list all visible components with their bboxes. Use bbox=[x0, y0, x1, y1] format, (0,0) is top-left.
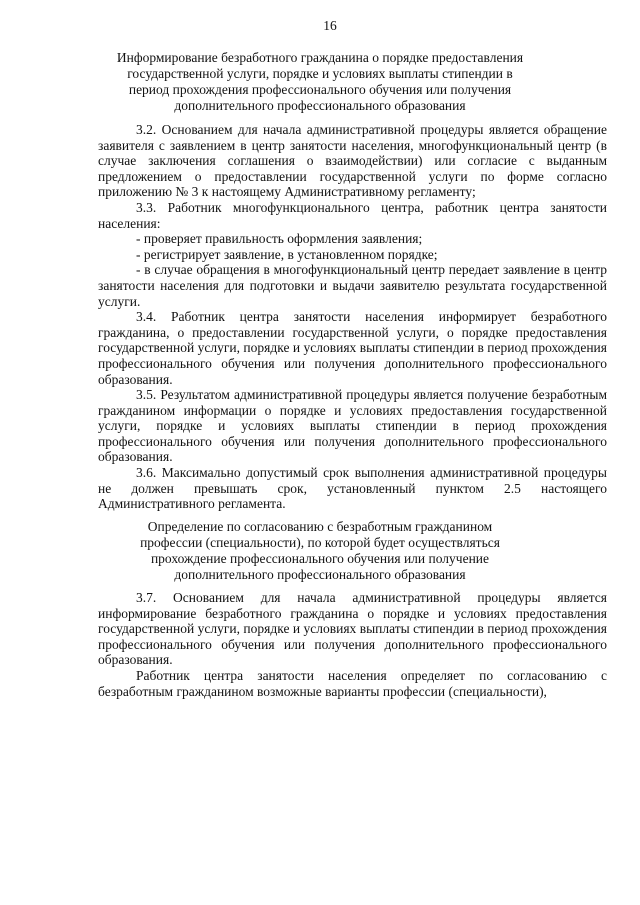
paragraph-3-6: 3.6. Максимально допустимый срок выполнения административной процедуры не должен превышать срок, установленный пунктом 2.5 настоящего Административного регламента. bbox=[98, 465, 607, 512]
list-item-transfer-application: - в случае обращения в многофункциональный центр передает заявление в центр занятости населения для подготовки и выдачи заявителю результата государственной услуги. bbox=[98, 262, 607, 309]
paragraph-3-3: 3.3. Работник многофункционального центра, работник центра занятости населения: bbox=[98, 199, 607, 231]
paragraph-3-4: 3.4. Работник центра занятости населения информирует безработного гражданина, о предоставлении государственной услуги, о порядке предоставления государственной услуги, порядке и условиях выплаты стипендии в период прохождения профессионального обучения или получения дополнительного профессионального образования. bbox=[98, 309, 607, 387]
section-body-informing bbox=[98, 122, 607, 512]
section-heading-informing: Информирование безработного гражданина о порядке предоставления государственной услуги, порядке и условиях выплаты стипендии в период прохождения профессионального обучения или получения дополнительного профессионального образования bbox=[116, 50, 524, 113]
list-item-register-application: - регистрирует заявление, в установленном порядке; bbox=[136, 246, 438, 262]
paragraph-worker-determines: Работник центра занятости населения определяет по согласованию с безработным гражданином возможные варианты профессии (специальности), bbox=[98, 667, 607, 699]
section-body-profession-selection bbox=[98, 590, 607, 699]
section-heading-profession-selection: Определение по согласованию с безработным гражданином профессии (специальности), по которой будет осуществляться прохождение профессионального обучения или получение дополнительного профессионального образования bbox=[140, 519, 500, 582]
paragraph-3-7: 3.7. Основанием для начала административной процедуры является информирование безработного гражданина о порядке и условиях предоставления государственной услуги, порядке и условиях выплаты стипендии в период прохождения профессионального обучения или получения дополнительного профессионального образования. bbox=[98, 590, 607, 668]
page-number: 16 bbox=[323, 18, 337, 33]
list-item-check-application: - проверяет правильность оформления заявления; bbox=[136, 231, 423, 247]
paragraph-3-2: 3.2. Основанием для начала административной процедуры является обращение заявителя с заявлением в центр занятости населения, многофункциональный центр (в случае заключения соглашения о взаимодействии) или согласие с выданным предложением о предоставлении государственной услуги по форме согласно приложению № 3 к настоящему Административному регламенту; bbox=[98, 122, 607, 200]
paragraph-3-5: 3.5. Результатом административной процедуры является получение безработным гражданином информации о порядке и условиях предоставления государственной услуги, порядке и условиях выплаты стипендии в период прохождения профессионального обучения или получения дополнительного профессионального образования. bbox=[98, 387, 607, 465]
